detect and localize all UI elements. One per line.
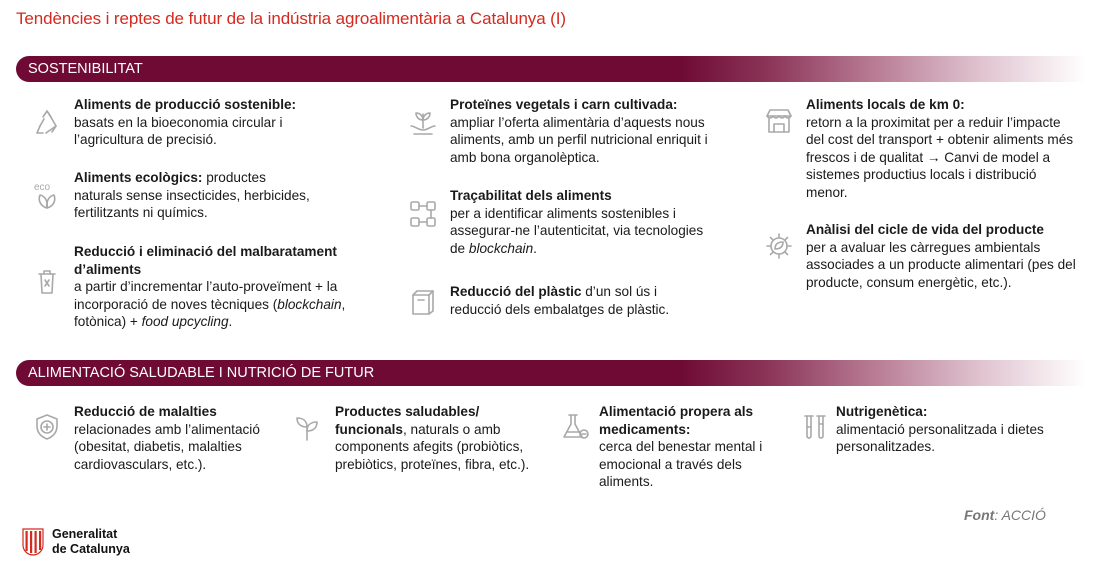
plant-hand-icon — [408, 108, 438, 138]
item-cicle-vida: Anàlisi del cicle de vida del producte per a avaluar les càrregues ambientals associades a un producte alimentari (pes del producte, consum energètic, etc.). — [806, 222, 1076, 290]
eco-leaf-icon — [32, 180, 62, 210]
section-header-alimentacio-saludable: ALIMENTACIÓ SALUDABLE I NUTRICIÓ DE FUTUR — [16, 360, 1086, 386]
item-proteines-vegetals: Proteïnes vegetals i carn cultivada: ampliar l’oferta alimentària d’aquests nous aliments, amb un perfil nutricional enriquit i amb bona organolèptica. — [450, 97, 708, 165]
item-malbaratament: Reducció i eliminació del malbaratament d’aliments a partir d’incrementar l’auto-proveïment + la incorporació de noves tècniques (blockchain, fotònica) + food upcycling. — [74, 244, 346, 330]
logo-text: Generalitat de Catalunya — [52, 527, 130, 556]
item-nutrigenetica: Nutrigenètica: alimentació personalitzada i dietes personalitzades. — [836, 404, 1044, 455]
test-tubes-icon — [800, 412, 830, 442]
market-stall-icon — [764, 106, 794, 136]
item-reduccio-malalties: Reducció de malalties relacionades amb l’alimentació (obesitat, diabetis, malalties cardiovasculars, etc.). — [74, 404, 260, 472]
item-productes-saludables: Productes saludables/ funcionals, naturals o amb components afegits (probiòtics, prebiòtics, proteïnes, fibra, etc.). — [335, 404, 530, 472]
recycle-icon — [32, 108, 62, 138]
gear-leaf-icon — [764, 231, 794, 261]
item-aliments-locals: Aliments locals de km 0: retorn a la proximitat per a reduir l’impacte del cost del transport + obtenir aliments més frescos i de qualitat → Canvi de model a sistemes productius locals i distribució menor. — [806, 97, 1074, 200]
waste-bin-icon — [32, 266, 62, 296]
page-title: Tendències i reptes de futur de la indústria agroalimentària a Catalunya (I) — [16, 9, 566, 28]
health-shield-icon — [32, 412, 62, 442]
source-credit: Font: ACCIÓ — [964, 507, 1046, 523]
senyera-emblem-icon — [22, 528, 44, 556]
package-icon — [408, 287, 438, 317]
lab-flask-icon — [560, 412, 590, 442]
item-produccio-sostenible: Aliments de producció sostenible: basats en la bioeconomia circular i l’agricultura de precisió. — [74, 97, 297, 148]
item-tracabilitat: Traçabilitat dels aliments per a identificar aliments sostenibles i assegurar-ne l’autenticitat, via tecnologies de blockchain. — [450, 188, 704, 256]
item-aliments-ecologics: Aliments ecològics: productes naturals sense insecticides, herbicides, fertilitzants ni químics. — [74, 170, 310, 221]
item-reduccio-plastic: Reducció del plàstic d’un sol ús i reducció dels embalatges de plàstic. — [450, 284, 670, 317]
item-alimentacio-medicaments: Alimentació propera als medicaments: cerca del benestar mental i emocional a través dels aliments. — [599, 404, 763, 490]
sprout-icon — [292, 412, 322, 442]
section-header-sostenibilitat: SOSTENIBILITAT — [16, 56, 1086, 82]
svg-text:eco: eco — [34, 182, 51, 193]
traceability-icon — [408, 199, 438, 229]
